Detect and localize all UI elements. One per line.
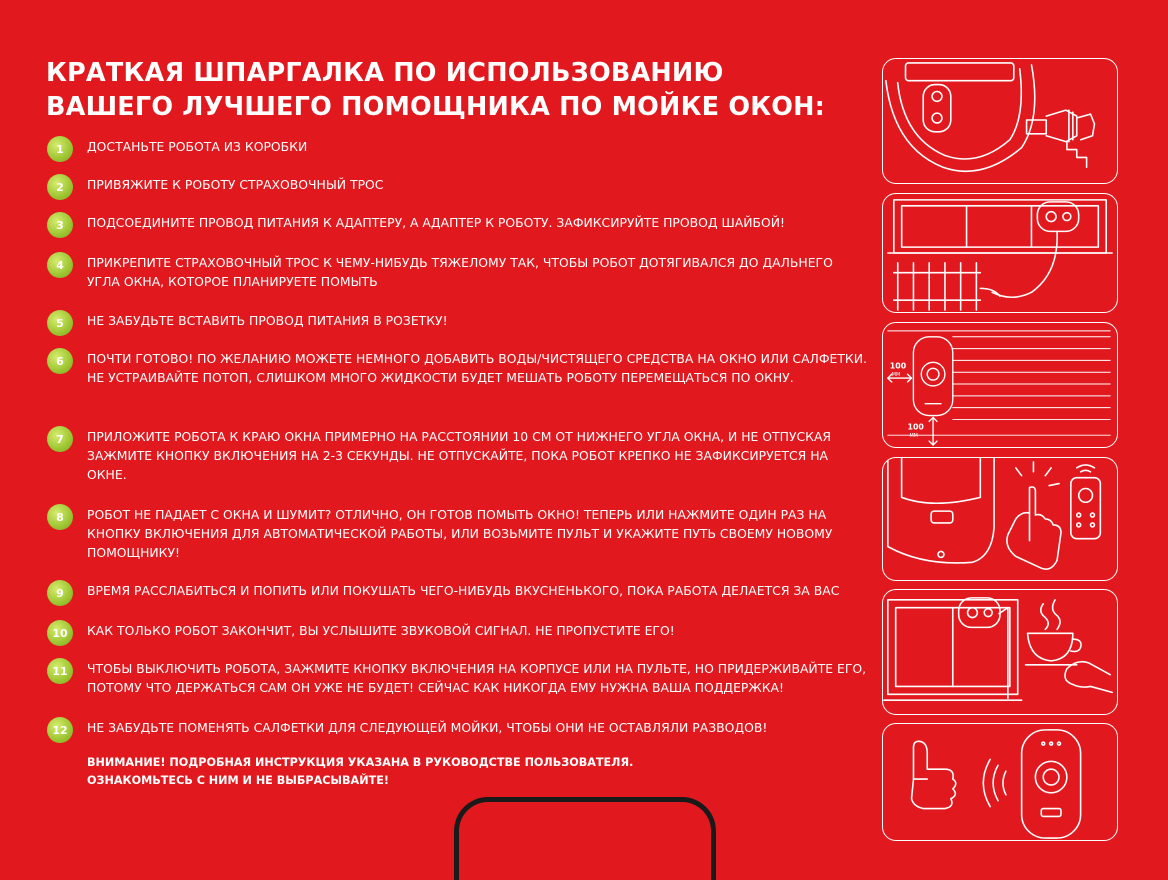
- window-glass-texture: [888, 331, 1110, 435]
- tea-cup-icon: [1026, 600, 1081, 665]
- step-text: ЧТОБЫ ВЫКЛЮЧИТЬ РОБОТА, ЗАЖМИТЕ КНОПКУ ВКЛЮЧЕНИЯ НА КОРПУСЕ ИЛИ НА ПУЛЬТЕ, НО ПРИДЕРЖИВАЙТЕ ЕГО, ПОТОМУ ЧТО ДЕРЖАТЬСЯ САМ ОН УЖЕ НЕ БУДЕТ! СЕЙЧАС КАК НИКОГДА ЕМУ НУЖНА ВАША ПОДДЕРЖКА!: [87, 661, 867, 695]
- side-distance-value: 100: [889, 361, 907, 371]
- step-number-badge: 10: [47, 620, 73, 646]
- step-text: ПРИЛОЖИТЕ РОБОТА К КРАЮ ОКНА ПРИМЕРНО НА РАССТОЯНИИ 10 СМ ОТ НИЖНЕГО УГЛА ОКНА, И НЕ ОТПУСКАЯ ЗАЖМИТЕ КНОПКУ ВКЛЮЧЕНИЯ НА 2-3 СЕКУНДЫ. НЕ ОТПУСКАЙТЕ, ПОКА РОБОТ КРЕПКО НЕ ЗАФИКСИРУЕТСЯ НА ОКНЕ.: [87, 429, 832, 482]
- robot-side-icon: [888, 458, 994, 563]
- warning-line-1: ВНИМАНИЕ! ПОДРОБНАЯ ИНСТРУКЦИЯ УКАЗАНА В РУКОВОДСТВЕ ПОЛЬЗОВАТЕЛЯ.: [87, 756, 634, 769]
- warning-notice: [87, 754, 633, 790]
- step-text: НЕ ЗАБУДЬТЕ ПОМЕНЯТЬ САЛФЕТКИ ДЛЯ СЛЕДУЮЩЕЙ МОЙКИ, ЧТОБЫ ОНИ НЕ ОСТАВЛЯЛИ РАЗВОДОВ!: [87, 720, 768, 735]
- step-number-badge: 12: [47, 717, 73, 743]
- step-number-badge: 11: [47, 658, 73, 684]
- bottom-distance-unit: ММ: [909, 433, 918, 440]
- hand-icon: [1065, 662, 1112, 693]
- title-line-1: КРАТКАЯ ШПАРГАЛКА ПО ИСПОЛЬЗОВАНИЮ: [46, 58, 724, 88]
- step-text: НЕ ЗАБУДЬТЕ ВСТАВИТЬ ПРОВОД ПИТАНИЯ В РОЗЕТКУ!: [87, 313, 448, 328]
- warning-line-2: ОЗНАКОМЬТЕСЬ С НИМ И НЕ ВЫБРАСЫВАЙТЕ!: [87, 774, 389, 787]
- step-text: КАК ТОЛЬКО РОБОТ ЗАКОНЧИТ, ВЫ УСЛЫШИТЕ ЗВУКОВОЙ СИГНАЛ. НЕ ПРОПУСТИТЕ ЕГО!: [87, 623, 675, 638]
- step-number-badge: 8: [47, 504, 73, 530]
- robot-top-view-icon: [886, 63, 1035, 171]
- robot-on-window-icon: [992, 202, 1079, 297]
- window-frame-icon: [888, 200, 1112, 253]
- illustration-placement-distance: [882, 322, 1118, 448]
- power-adapter-icon: [1027, 110, 1095, 167]
- bottom-distance-value: 100: [907, 422, 924, 432]
- thumbs-up-icon: [912, 741, 956, 808]
- step-text: ПОЧТИ ГОТОВО! ПО ЖЕЛАНИЮ МОЖЕТЕ НЕМНОГО ДОБАВИТЬ ВОДЫ/ЧИСТЯЩЕГО СРЕДСТВА НА ОКНО ИЛИ САЛФЕТКИ. НЕ УСТРАИВАЙТЕ ПОТОП, СЛИШКОМ МНОГО ЖИДКОСТИ БУДЕТ МЕШАТЬ РОБОТУ ПЕРЕМЕЩАТЬСЯ ПО ОКНУ.: [87, 351, 867, 385]
- step-text: РОБОТ НЕ ПАДАЕТ С ОКНА И ШУМИТ? ОТЛИЧНО, ОН ГОТОВ ПОМЫТЬ ОКНО! ТЕПЕРЬ ИЛИ НАЖМИТЕ ОДИН РАЗ НА КНОПКУ ВКЛЮЧЕНИЯ ДЛЯ АВТОМАТИЧЕСКОЙ РАБОТЫ, ИЛИ ВОЗЬМИТЕ ПУЛЬТ И УКАЖИТЕ ПУТЬ СВОЕМУ НОВОМУ ПОМОЩНИКУ!: [87, 507, 833, 560]
- illustration-relax: [882, 589, 1118, 715]
- illustration-window-radiator: [882, 193, 1118, 313]
- sound-waves-icon: [983, 759, 1006, 806]
- step-text: ПОДСОЕДИНИТЕ ПРОВОД ПИТАНИЯ К АДАПТЕРУ, А АДАПТЕР К РОБОТУ. ЗАФИКСИРУЙТЕ ПРОВОД ШАЙБОЙ!: [87, 215, 785, 230]
- page-title: [46, 56, 825, 124]
- illustration-start-robot: [882, 457, 1118, 581]
- step-text: ПРИКРЕПИТЕ СТРАХОВОЧНЫЙ ТРОС К ЧЕМУ-НИБУДЬ ТЯЖЕЛОМУ ТАК, ЧТОБЫ РОБОТ ДОТЯГИВАЛСЯ ДО ДАЛЬНЕГО УГЛА ОКНА, КОТОРОЕ ПЛАНИРУЕТЕ ПОМЫТЬ: [87, 255, 833, 289]
- illustration-finish: [882, 723, 1118, 841]
- step-number-badge: 6: [47, 348, 73, 374]
- window-with-robot-icon: [884, 598, 1022, 700]
- pressing-finger-icon: [1007, 462, 1061, 569]
- step-number-badge: 3: [47, 212, 73, 238]
- side-distance-unit: ММ: [891, 372, 901, 379]
- remote-control-icon: [1071, 465, 1101, 539]
- step-number-badge: 9: [47, 580, 73, 606]
- robot-front-icon: [913, 337, 952, 416]
- robot-beeping-icon: [1022, 730, 1081, 838]
- step-number-badge: 1: [47, 136, 73, 162]
- step-text: ДОСТАНЬТЕ РОБОТА ИЗ КОРОБКИ: [87, 139, 308, 154]
- step-number-badge: 7: [47, 426, 73, 452]
- illustration-robot-adapter: [882, 58, 1118, 184]
- box-handle-cutout: [454, 797, 716, 880]
- radiator-icon: [894, 263, 1000, 310]
- step-text: ВРЕМЯ РАССЛАБИТЬСЯ И ПОПИТЬ ИЛИ ПОКУШАТЬ ЧЕГО-НИБУДЬ ВКУСНЕНЬКОГО, ПОКА РАБОТА ДЕЛАЕТСЯ ЗА ВАС: [87, 583, 840, 598]
- step-text: ПРИВЯЖИТЕ К РОБОТУ СТРАХОВОЧНЫЙ ТРОС: [87, 177, 384, 192]
- step-number-badge: 4: [47, 252, 73, 278]
- step-number-badge: 5: [47, 310, 73, 336]
- step-number-badge: 2: [47, 174, 73, 200]
- title-line-2: ВАШЕГО ЛУЧШЕГО ПОМОЩНИКА ПО МОЙКЕ ОКОН:: [46, 92, 826, 122]
- bottom-distance-arrow-icon: [929, 417, 937, 445]
